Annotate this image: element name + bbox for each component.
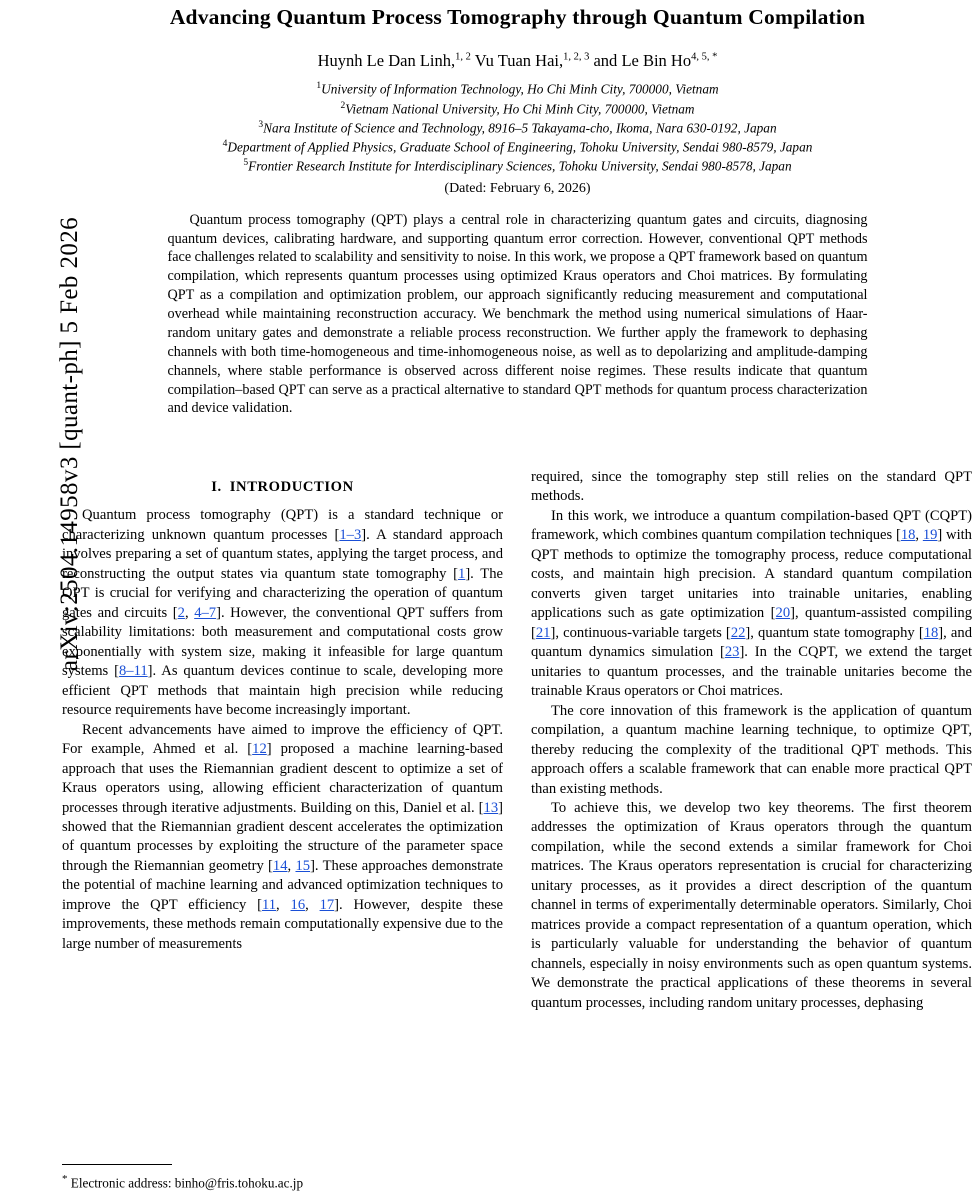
paragraph	[531, 507, 972, 702]
text-run: ]. The QPT is crucial for verifying and characterizing the operation of quantum gates and circuits [	[62, 565, 503, 621]
text-run: ]. A standard approach involves preparing a set of quantum states, applying the target process, and reconstructing the output states via quantum state tomography [	[62, 526, 503, 582]
citation-link[interactable]: 12	[252, 741, 267, 758]
citation-link[interactable]: 21	[535, 624, 551, 641]
footnote-marker: *	[62, 1172, 68, 1185]
footnote-line	[62, 1172, 503, 1192]
affiliation-item	[62, 80, 973, 99]
abstract-text: Quantum process tomography (QPT) plays a central role in characterizing quantum gates and circuits, diagnosing quantum devices, calibrating hardware, and supporting quantum error correction. However, conventional QPT methods face challenges related to scalability and sensitivity to noise. In this work, we propose a QPT framework based on quantum compilation, which represents quantum processes using optimized Kraus operators and Choi matrices. By formulating QPT as a compilation and optimization problem, our approach significantly reducing measurement and computational overhead while maintaining reconstruction accuracy. We benchmark the method using numerical simulations of Haar-random unitary gates and demonstrate a reliable process reconstruction. We further apply the framework to dephasing channels with both time-homogeneous and time-inhomogeneous noise, as well as to depolarizing and amplitude-damping channels, where stable performance is observed across different noise regimes. These results indicate that quantum compilation–based QPT can serve as a practical alternative to standard QPT methods for quantum process characterization and device validation.	[167, 211, 868, 417]
affiliation-marker: 5	[243, 158, 249, 169]
citation-link[interactable]: 1–3	[339, 526, 362, 543]
text-run: Recent advancements have aimed to improve the efficiency of QPT. For example, Ahmed et al. [	[62, 721, 503, 758]
citation-link[interactable]: 17	[319, 896, 335, 913]
affiliation-text: University of Information Technology, Ho Chi Minh City, 700000, Vietnam	[321, 81, 719, 97]
text-run: ]. However, despite these improvements, these methods remain computationally expensive due to the large number of measurements	[62, 896, 504, 952]
author-2: Vu Tuan Hai,	[474, 50, 564, 70]
affiliation-text: Vietnam National University, Ho Chi Minh City, 700000, Vietnam	[345, 100, 695, 116]
citation-link[interactable]: 15	[295, 857, 311, 874]
text-run: ] proposed a machine learning-based approach that uses the Riemannian gradient descent to optimize a set of Kraus operators using, allowing efficient characterization of quantum processes through iterative adjustments. Building on this, Daniel et al. [	[62, 741, 503, 816]
citation-link[interactable]: 19	[922, 527, 938, 544]
author-list	[62, 50, 973, 71]
arxiv-identifier-stamp: arXiv:2504.14958v3 [quant-ph] 5 Feb 2026	[56, 216, 83, 672]
affiliation-item	[62, 100, 973, 119]
text-run: ,	[915, 527, 923, 544]
citation-link[interactable]: 4–7	[194, 604, 217, 621]
affiliation-marker: 3	[258, 119, 264, 130]
text-run: ]. These approaches demonstrate the potential of machine learning and advanced optimization techniques to improve the QPT efficiency [	[62, 857, 504, 913]
citation-link[interactable]: 8–11	[119, 663, 148, 680]
affiliation-list	[62, 80, 973, 176]
affiliation-marker: 4	[222, 139, 228, 150]
text-run: ], continuous-variable targets [	[550, 624, 731, 641]
section-number: I.	[211, 479, 222, 495]
citation-link[interactable]: 18	[900, 527, 916, 544]
affiliation-text: Nara Institute of Science and Technology, 8916–5 Takayama-cho, Ikoma, Nara 630-0192, Japan	[263, 120, 777, 136]
citation-link[interactable]: 22	[730, 624, 746, 641]
footnote-block	[62, 1164, 503, 1192]
text-run: ], and quantum dynamics simulation [	[531, 624, 973, 661]
text-run: In this work, we introduce a quantum compilation-based QPT (CQPT) framework, which combines quantum compilation techniques [	[531, 507, 972, 544]
body-columns	[62, 468, 973, 1200]
citation-link[interactable]: 14	[272, 857, 288, 874]
paragraph	[62, 506, 503, 720]
paragraph	[62, 721, 503, 955]
citation-link[interactable]: 11	[261, 896, 277, 913]
page-title: Advancing Quantum Process Tomography through Quantum Compilation	[169, 5, 866, 29]
section-title: INTRODUCTION	[229, 479, 354, 495]
footnote-rule	[62, 1164, 172, 1165]
citation-link[interactable]: 20	[775, 605, 791, 622]
affiliation-text: Frontier Research Institute for Interdisciplinary Sciences, Tohoku University, Sendai 980-8578, Japan	[248, 158, 792, 174]
text-run: ]. However, the conventional QPT suffers from scalability limitations: both measurement and computational costs grow exponentially with system size, making it infeasible for large quantum systems [	[62, 604, 504, 680]
affiliation-item	[62, 157, 973, 176]
left-column	[62, 468, 503, 1200]
section-heading-introduction	[62, 478, 503, 497]
affiliation-marker: 2	[340, 100, 346, 111]
text-run: ,	[287, 857, 296, 874]
author-3: Le Bin Ho	[621, 50, 692, 70]
citation-link[interactable]: 18	[923, 624, 939, 641]
text-run: ,	[184, 604, 195, 621]
paragraph-continued: required, since the tomography step still relies on the standard QPT methods.	[531, 469, 972, 505]
text-run: ], quantum state tomography [	[745, 624, 924, 641]
author-conjunction: and	[593, 50, 618, 70]
author-1-affil-marker: 1, 2	[455, 51, 471, 63]
citation-link[interactable]: 1	[458, 565, 466, 582]
affiliation-text: Department of Applied Physics, Graduate School of Engineering, Tohoku University, Sendai 980-8579, Japan	[227, 139, 813, 155]
author-3-affil-marker: 4, 5, *	[691, 51, 718, 63]
citation-link[interactable]: 23	[724, 644, 740, 661]
footnote-text: Electronic address: binho@fris.tohoku.ac.jp	[70, 1175, 304, 1191]
citation-link[interactable]: 16	[290, 896, 306, 913]
paper-page	[62, 0, 973, 1200]
right-column	[531, 468, 972, 1200]
text-run: ], quantum-assisted compiling [	[531, 605, 972, 641]
text-run: ] showed that the Riemannian gradient descent accelerates the optimization of quantum processes by exploiting the structure of the parameter space through the Riemannian geometry [	[62, 799, 503, 874]
author-1: Huynh Le Dan Linh,	[317, 50, 456, 70]
publication-date: (Dated: February 6, 2026)	[444, 180, 591, 196]
citation-link[interactable]: 13	[483, 799, 499, 816]
citation-link[interactable]: 2	[177, 604, 185, 621]
affiliation-item	[62, 138, 973, 157]
text-run: ] with QPT methods to optimize the tomography process, reduce computational costs, and maintain high precision. A standard quantum compilation converts given target unitaries into trainable unitaries, enabling applications such as gate optimization [	[531, 527, 972, 622]
text-run: ,	[305, 896, 320, 913]
affiliation-marker: 1	[316, 81, 322, 92]
paragraph: To achieve this, we develop two key theorems. The first theorem addresses the optimization of Kraus operators through the quantum compilation, while the second extends a similar framework for Choi matrices. The Kraus operators representation is crucial for characterizing unitary processes, as it provides a direct description of the quantum channel in terms of experimentally determinable operators. Similarly, Choi matrices provide a compact representation of a quantum operation, which is particularly valuable for understanding the behavior of quantum channels, especially in noisy environments such as open quantum systems. We demonstrate the practical applications of these theorems in several quantum processes, including random unitary processes, dephasing	[531, 799, 972, 1011]
text-run: ,	[276, 896, 291, 913]
affiliation-item	[62, 119, 973, 138]
paragraph: The core innovation of this framework is the application of quantum compilation, a quantum machine learning technique, to optimize QPT, thereby reducing the complexity of the traditional QPT methods. This approach offers a scalable framework that can enable more practical QPT than existing methods.	[531, 702, 972, 797]
text-run: Quantum process tomography (QPT) is a standard technique or characterizing unknown quantum processes [	[62, 507, 503, 543]
text-run: ]. In the CQPT, we extend the target unitaries to quantum processes, and the trainable unitaries become the trainable Kraus operators or Choi matrices.	[531, 644, 972, 700]
text-run: ]. As quantum devices continue to scale, developing more efficient QPT methods that maintain high precision while reducing resource requirements have become increasingly important.	[62, 663, 503, 719]
author-2-affil-marker: 1, 2, 3	[563, 51, 590, 63]
